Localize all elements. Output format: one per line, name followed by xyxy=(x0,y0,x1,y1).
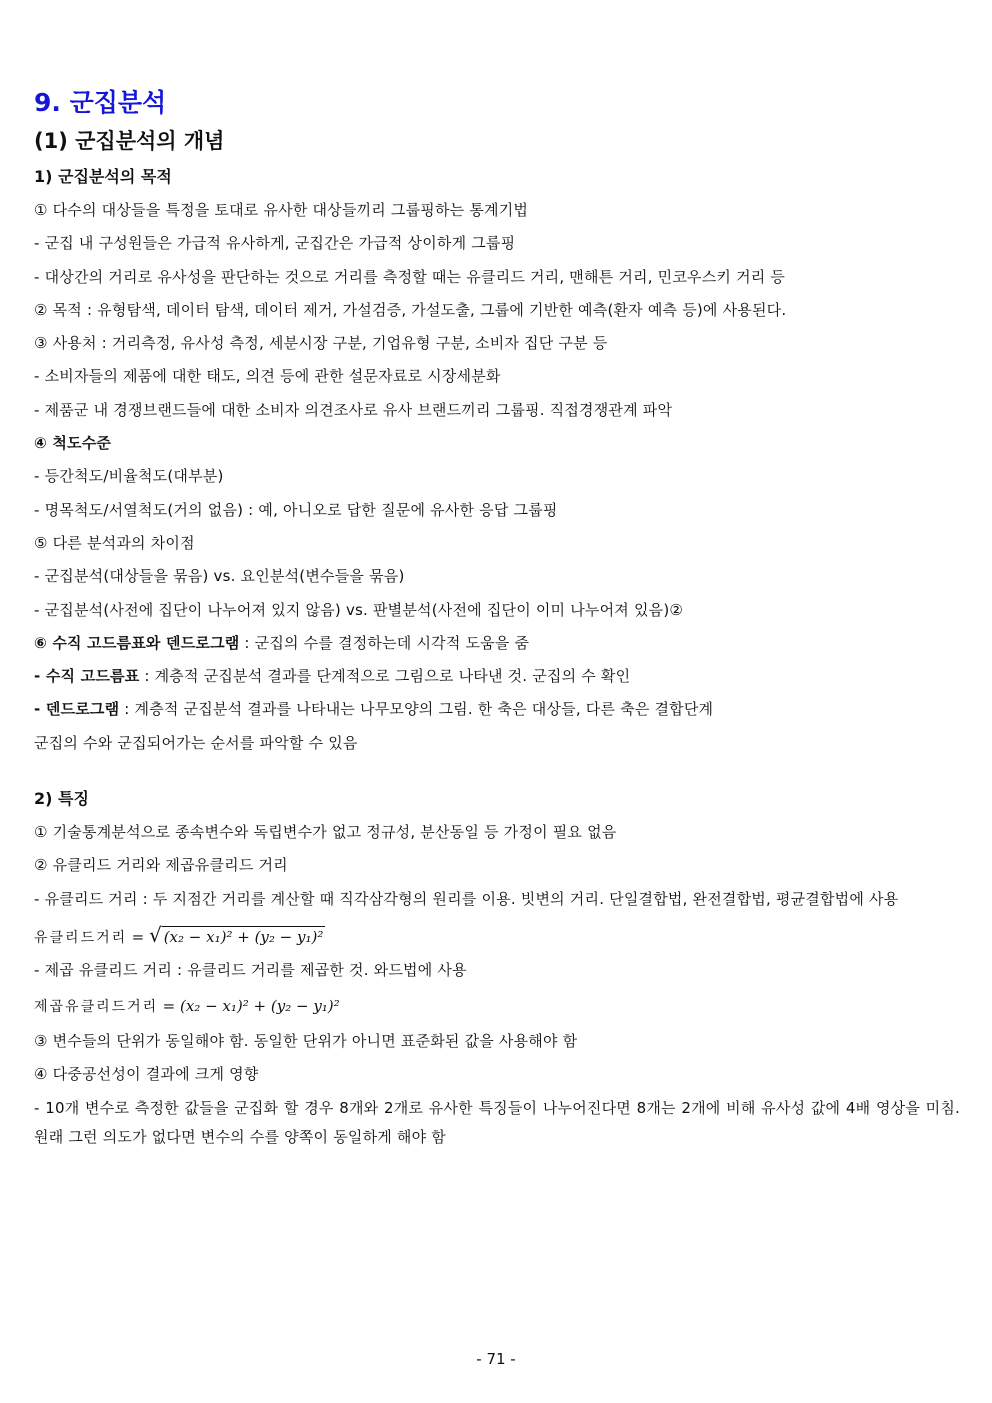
text-line: - 군집분석(사전에 집단이 나누어져 있지 않음) vs. 판별분석(사전에 집단이 이미 나누어져 있음)② xyxy=(34,600,684,619)
document-body xyxy=(34,84,960,1154)
text-paragraph: - 유클리드 거리 : 두 지점간 거리를 계산할 때 직각삼각형의 원리를 이용. 빗변의 거리. 단일결합법, 완전결합법, 평균결합법에 사용 xyxy=(34,889,899,908)
text-line: ① 다수의 대상들을 특정을 토대로 유사한 대상들끼리 그룹핑하는 통계기법 xyxy=(34,201,529,219)
scale-heading: ④ 척도수준 xyxy=(34,434,112,453)
formula-label: 제곱유클리드거리 xyxy=(34,998,159,1015)
text-line: ④ 다중공선성이 결과에 크게 영향 xyxy=(34,1065,259,1084)
item6-bold: ⑥ 수직 고드름표와 덴드로그램 xyxy=(34,633,240,652)
text-line: ③ 사용처 : 거리측정, 유사성 측정, 세분시장 구분, 기업유형 구분, 소비자 집단 구분 등 xyxy=(34,334,608,353)
features-heading: 2) 특징 xyxy=(34,789,89,809)
text-line: ① 기술통계분석으로 종속변수와 독립변수가 없고 정규성, 분산동일 등 가정이 필요 없음 xyxy=(34,823,617,842)
text-line: - 등간척도/비율척도(대부분) xyxy=(34,467,224,486)
sqrt-icon: √ xyxy=(148,922,162,947)
text-line: - 명목척도/서열척도(거의 없음) : 예, 아니오로 답한 질문에 유사한 응답 그룹핑 xyxy=(34,500,558,519)
diff-heading: ⑤ 다른 분석과의 차이점 xyxy=(34,533,195,552)
item6-rest: : 군집의 수를 결정하는데 시각적 도움을 줌 xyxy=(239,633,530,652)
text-line: - 대상간의 거리로 유사성을 판단하는 것으로 거리를 측정할 때는 유클리드 거리, 맨해튼 거리, 민코우스키 거리 등 xyxy=(34,267,786,286)
item6-line xyxy=(34,627,960,660)
icicle-line xyxy=(34,660,960,693)
dendrogram-line xyxy=(34,693,960,726)
text-line: - 제품군 내 경쟁브랜드들에 대한 소비자 의견조사로 유사 브랜드끼리 그룹핑. 직접경쟁관계 파악 xyxy=(34,400,673,419)
chapter-title: 9. 군집분석 xyxy=(34,88,167,117)
formula-expression: (x₂ − x₁)² + (y₂ − y₁)² xyxy=(163,927,324,946)
text-line: ③ 변수들의 단위가 동일해야 함. 동일한 단위가 아니면 표준화된 값을 사용해야 함 xyxy=(34,1031,578,1050)
spacer xyxy=(34,760,960,782)
text-line: 군집의 수와 군집되어가는 순서를 파악할 수 있음 xyxy=(34,733,358,752)
text-line: - 군집 내 구성원들은 가급적 유사하게, 군집간은 가급적 상이하게 그룹핑 xyxy=(34,234,516,253)
text-line: - 소비자들의 제품에 대한 태도, 의견 등에 관한 설문자료로 시장세분화 xyxy=(34,367,501,386)
section-heading: (1) 군집분석의 개념 xyxy=(34,129,225,153)
text-paragraph: - 10개 변수로 측정한 값들을 군집화 할 경우 8개와 2개로 유사한 특징들이 나누어진다면 8개는 2개에 비해 유사성 값에 4배 영상을 미침. 원래 그런 의도가 없다면 변수의 수를 양쪽이 동일하게 해야 함 xyxy=(34,1098,960,1146)
text-line: ② 목적 : 유형탐색, 데이터 탐색, 데이터 제거, 가설검증, 가설도출, 그룹에 기반한 예측(환자 예측 등)에 사용된다. xyxy=(34,300,787,319)
dendrogram-rest: : 계층적 군집분석 결과를 나타내는 나무모양의 그림. 한 축은 대상들, 다른 축은 결합단계 xyxy=(119,700,714,719)
text-line: - 제곱 유클리드 거리 : 유클리드 거리를 제곱한 것. 와드법에 사용 xyxy=(34,960,467,979)
text-line: - 군집분석(대상들을 묶음) vs. 요인분석(변수들을 묶음) xyxy=(34,567,405,586)
formula-expression: (x₂ − x₁)² + (y₂ − y₁)² xyxy=(180,996,340,1015)
dendrogram-bold: - 덴드로그램 xyxy=(34,700,120,719)
squared-euclidean-formula: 제곱유클리드거리 = (x₂ − x₁)² + (y₂ − y₁)² xyxy=(34,996,340,1015)
formula-label: 유클리드거리 xyxy=(34,929,128,946)
icicle-rest: : 계층적 군집분석 결과를 단계적으로 그림으로 나타낸 것. 군집의 수 확인 xyxy=(139,667,631,686)
subsection-heading: 1) 군집분석의 목적 xyxy=(34,167,172,186)
text-line: ② 유클리드 거리와 제곱유클리드 거리 xyxy=(34,856,288,875)
page-number: - 71 - xyxy=(476,1350,516,1368)
euclidean-formula: 유클리드거리 = √ (x₂ − x₁)² + (y₂ − y₁)² xyxy=(34,922,324,947)
icicle-bold: - 수직 고드름표 xyxy=(34,667,140,686)
